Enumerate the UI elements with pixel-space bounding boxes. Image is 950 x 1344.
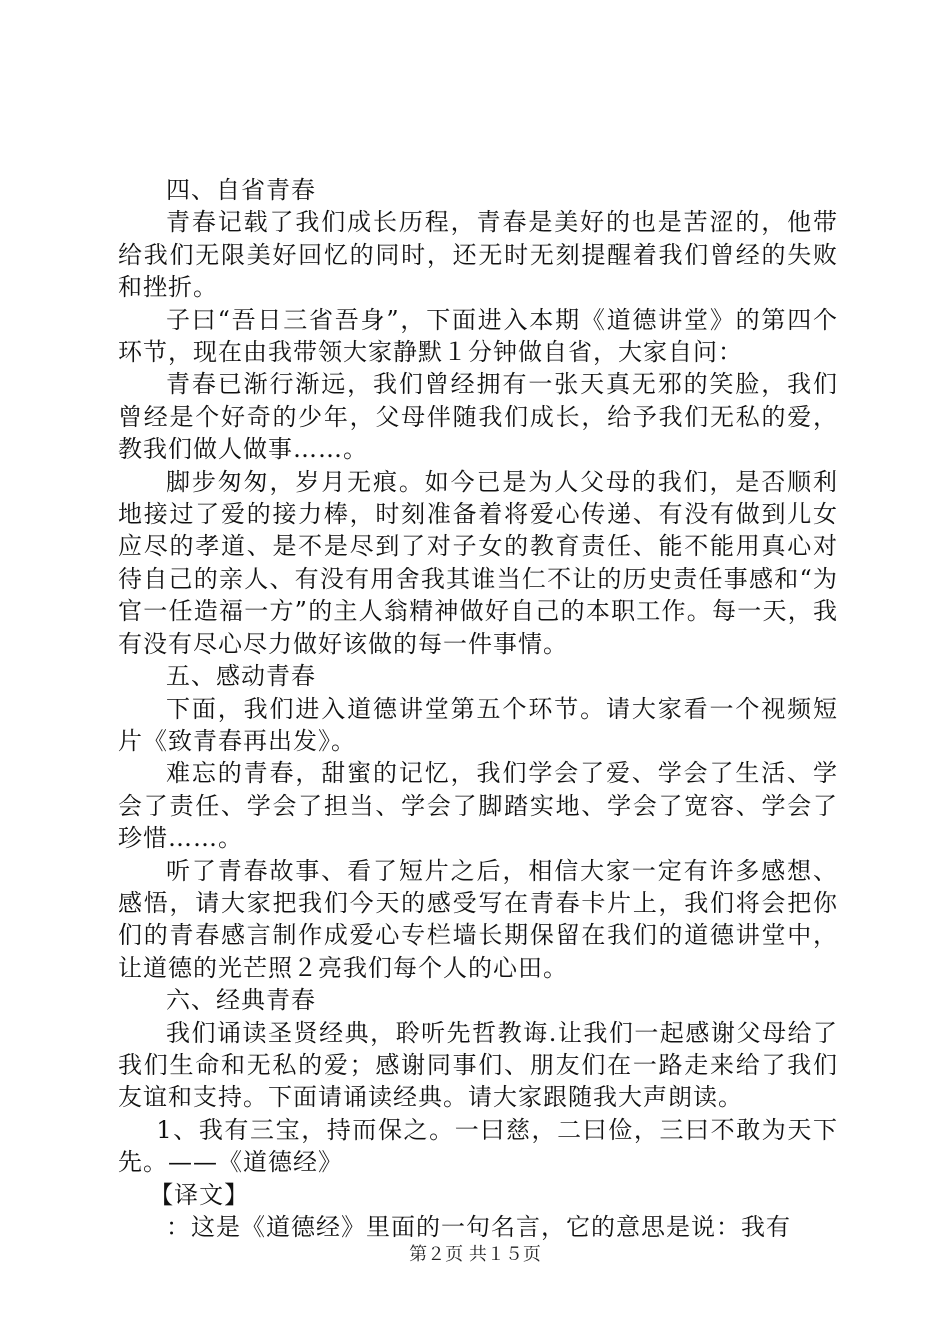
document-body (118, 174, 838, 1243)
page-footer: 第２页 共１５页 (409, 1244, 541, 1265)
paragraph: 子曰“吾日三省吾身”，下面进入本期《道德讲堂》的第四个环节，现在由我带领大家静默１分钟做自省，大家自问： (118, 305, 838, 367)
paragraph: 青春记载了我们成长历程，青春是美好的也是苦涩的，他带给我们无限美好回忆的同时，还无时无刻提醒着我们曾经的失败和挫折。 (118, 208, 838, 302)
paragraph: ：这是《道德经》里面的一句名言，它的意思是说：我有 (166, 1213, 791, 1241)
paragraph: 难忘的青春，甜蜜的记忆，我们学会了爱、学会了生活、学会了责任、学会了担当、学会了脚踏实地、学会了宽容、学会了珍惜……。 (118, 759, 838, 853)
quote-item: 1、我有三宝，持而保之。一曰慈，二曰俭，三曰不敢为天下先。——《道德经》 (118, 1115, 838, 1177)
paragraph: 青春已渐行渐远，我们曾经拥有一张天真无邪的笑脸，我们曾经是个好奇的少年，父母伴随我们成长，给予我们无私的爱，教我们做人做事……。 (118, 370, 838, 464)
paragraph: 脚步匆匆，岁月无痕。如今已是为人父母的我们，是否顺利地接过了爱的接力棒，时刻准备着将爱心传递、有没有做到儿女应尽的孝道、是不是尽到了对子女的教育责任、能不能用真心对待自己的亲人、有没有用舍我其谁当仁不让的历史责任事感和“为官一任造福一方”的主人翁精神做好自己的本职工作。每一天，我有没有尽心尽力做好该做的每一件事情。 (118, 467, 838, 658)
section-heading: 五、感动青春 (166, 662, 316, 691)
section-heading: 四、自省青春 (166, 176, 316, 204)
translation-label: 【译文】 (149, 1180, 250, 1209)
paragraph: 我们诵读圣贤经典，聆听先哲教诲.让我们一起感谢父母给了我们生命和无私的爱；感谢同事们、朋友们在一路走来给了我们友谊和支持。下面请诵读经典。请大家跟随我大声朗读。 (118, 1018, 838, 1112)
paragraph: 听了青春故事、看了短片之后，相信大家一定有许多感想、感悟，请大家把我们今天的感受写在青春卡片上，我们将会把你们的青春感言制作成爱心专栏墙长期保留在我们的道德讲堂中，让道德的光芒照２亮我们每个人的心田。 (118, 856, 838, 982)
section-heading: 六、经典青春 (166, 986, 316, 1015)
paragraph: 下面，我们进入道德讲堂第五个环节。请大家看一个视频短片《致青春再出发》。 (118, 694, 838, 755)
